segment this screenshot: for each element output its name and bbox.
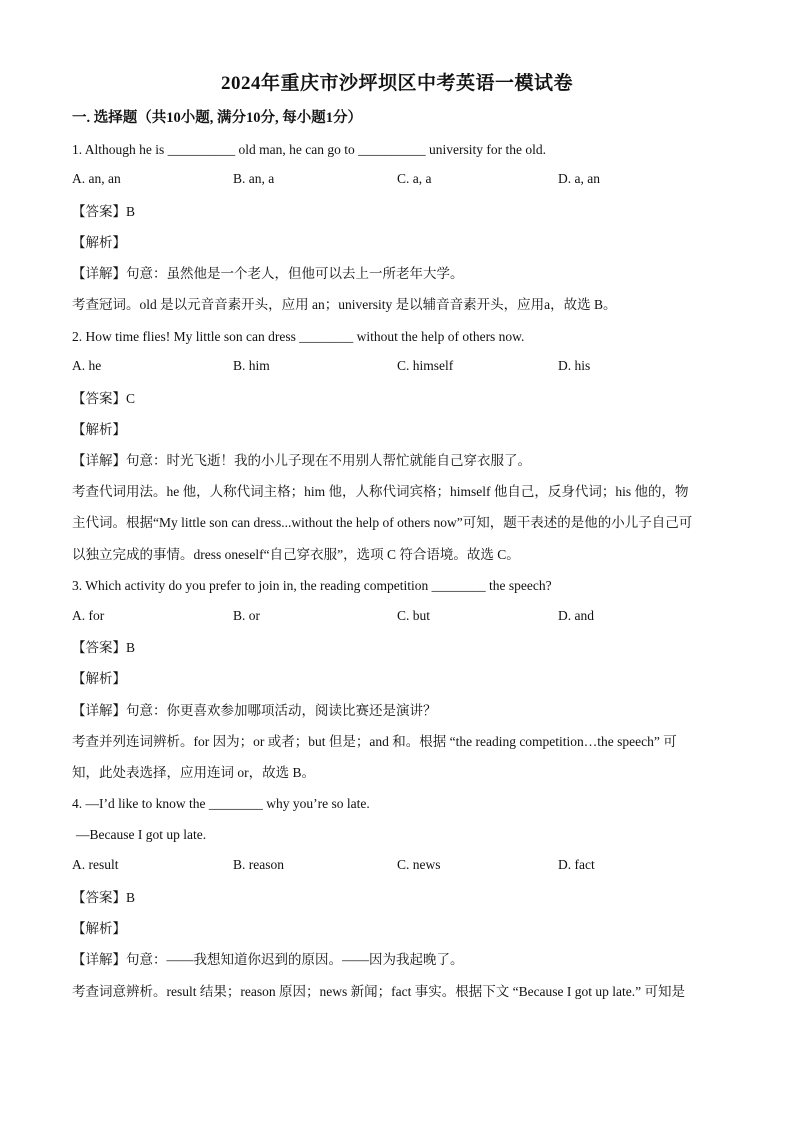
explanation-line: 考查冠词。old 是以元音音素开头，应用 an；university 是以辅音音素开头，应用a，故选 B。: [72, 297, 617, 312]
answer-line: 【答案】B: [72, 890, 136, 905]
explanation-line: 考查词意辨析。result 结果；reason 原因；news 新闻；fact 事实。根据下文 “Because I got up late.” 可知是: [72, 984, 686, 999]
option-c: C. a, a: [397, 171, 432, 186]
option-b: B. or: [233, 608, 260, 623]
option-a: A. an, an: [72, 171, 121, 186]
option-a: A. result: [72, 857, 119, 872]
explanation-line: 知，此处表选择，应用连词 or，故选 B。: [72, 765, 315, 780]
option-c: C. news: [397, 857, 441, 872]
section-heading: 一. 选择题（共10小题, 满分10分, 每小题1分）: [72, 110, 362, 126]
question-stem: 3. Which activity do you prefer to join in, the reading competition ________ the speech?: [72, 578, 552, 593]
question-stem: 4. —I’d like to know the ________ why you’re so late.: [72, 796, 370, 811]
explanation-line: 主代词。根据“My little son can dress...without the help of others now”可知，题干表述的是他的小儿子自己可: [72, 515, 693, 530]
analysis-label: 【解析】: [72, 671, 126, 686]
detail-line: 【详解】句意：你更喜欢参加哪项活动，阅读比赛还是演讲？: [72, 703, 437, 718]
detail-line: 【详解】句意：虽然他是一个老人，但他可以去上一所老年大学。: [72, 266, 464, 281]
option-a: A. for: [72, 608, 105, 623]
detail-line: 【详解】句意：——我想知道你迟到的原因。——因为我起晚了。: [72, 952, 464, 967]
option-d: D. and: [558, 608, 594, 623]
option-a: A. he: [72, 358, 102, 373]
explanation-line: 考查代词用法。he 他，人称代词主格；him 他，人称代词宾格；himself 他自己，反身代词；his 他的，物: [72, 484, 689, 499]
options-row: [72, 608, 722, 628]
detail-line: 【详解】句意：时光飞逝！我的小儿子现在不用别人帮忙就能自己穿衣服了。: [72, 453, 531, 468]
answer-line: 【答案】B: [72, 640, 136, 655]
options-row: [72, 171, 722, 191]
page-title: 2024年重庆市沙坪坝区中考英语一模试卷: [220, 73, 573, 94]
option-d: D. his: [558, 358, 591, 373]
option-d: D. a, an: [558, 171, 600, 186]
explanation-line: 考查并列连词辨析。for 因为；or 或者；but 但是；and 和。根据 “the reading competition…the speech” 可: [72, 734, 677, 749]
option-b: B. him: [233, 358, 270, 373]
option-c: C. but: [397, 608, 431, 623]
question-stem: 1. Although he is __________ old man, he can go to __________ university for the old.: [72, 142, 546, 157]
option-b: B. an, a: [233, 171, 275, 186]
analysis-label: 【解析】: [72, 921, 126, 936]
analysis-label: 【解析】: [72, 235, 126, 250]
option-c: C. himself: [397, 358, 454, 373]
option-d: D. fact: [558, 857, 595, 872]
options-row: [72, 857, 722, 877]
explanation-line: 以独立完成的事情。dress oneself“自己穿衣服”，选项 C 符合语境。故选 C。: [72, 547, 520, 562]
question-stem-reply: —Because I got up late.: [76, 827, 207, 842]
answer-line: 【答案】B: [72, 204, 136, 219]
analysis-label: 【解析】: [72, 422, 126, 437]
answer-line: 【答案】C: [72, 391, 136, 406]
question-stem: 2. How time flies! My little son can dress ________ without the help of others now.: [72, 329, 525, 344]
option-b: B. reason: [233, 857, 284, 872]
options-row: [72, 358, 722, 378]
